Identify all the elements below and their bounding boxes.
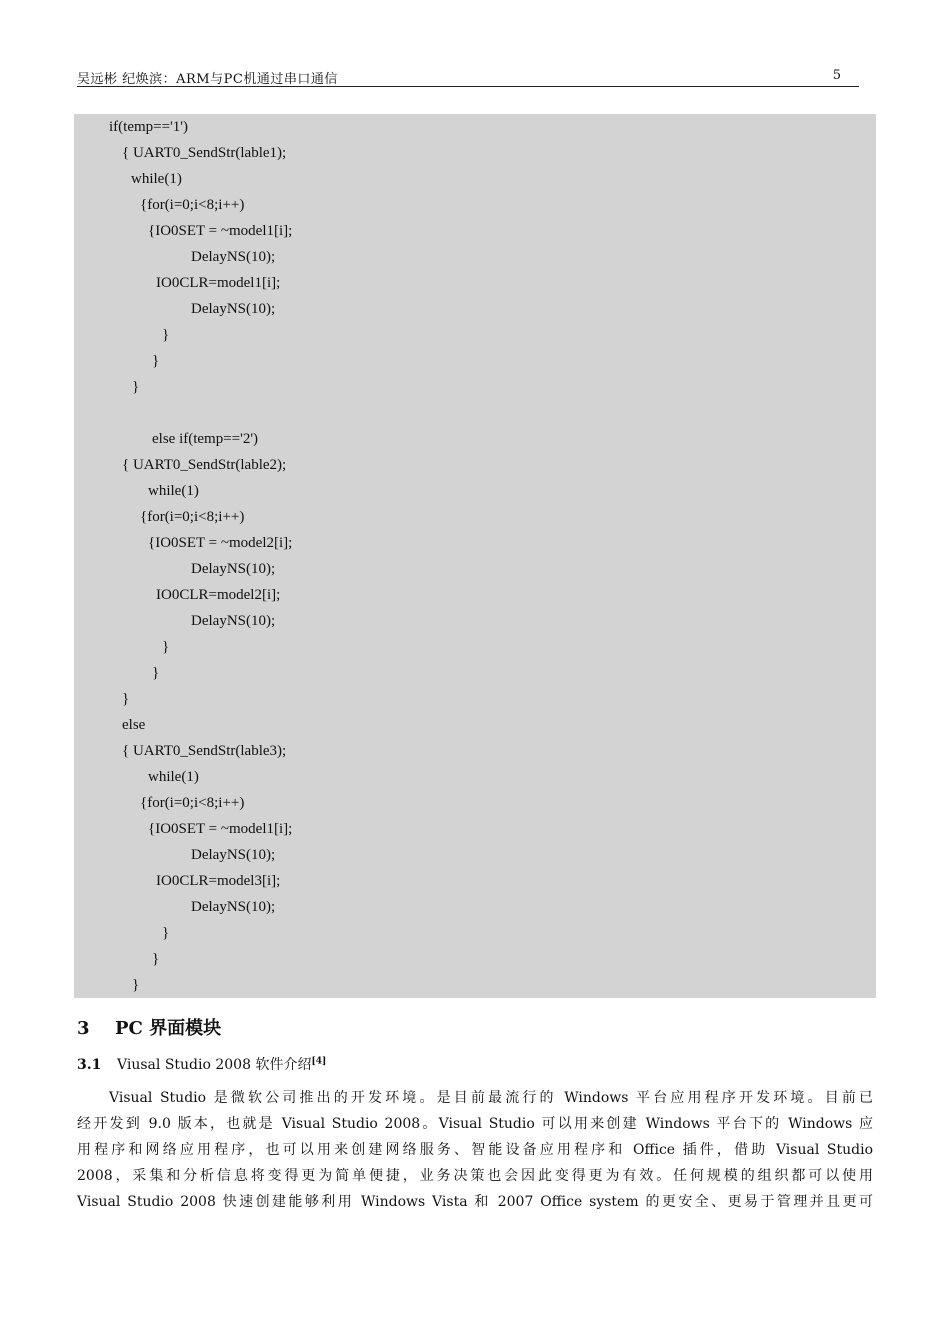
citation-ref: [4] — [311, 1056, 327, 1067]
code-line: { UART0_SendStr(lable2); — [122, 457, 287, 473]
code-line: DelayNS(10); — [191, 301, 276, 317]
code-line: else if(temp=='2') — [152, 431, 259, 447]
running-header-authors: 吴远彬 纪焕滨：ARM与PC机通过串口通信 — [77, 72, 338, 87]
subsection-title: Viusal Studio 2008 软件介绍 — [117, 1057, 312, 1073]
paragraph-line: Visual Studio 是微软公司推出的开发环境。是目前最流行的 Windows 平台应用程序开发环境。目前已 — [109, 1090, 873, 1106]
code-line: } — [152, 951, 160, 967]
code-line: } — [162, 327, 170, 343]
code-line: {IO0SET = ~model1[i]; — [148, 223, 293, 239]
code-line: else — [122, 717, 146, 733]
page-number: 5 — [832, 68, 841, 83]
code-line: } — [132, 379, 140, 395]
code-line: IO0CLR=model1[i]; — [156, 275, 281, 291]
subsection-heading — [77, 1054, 326, 1074]
code-line: {for(i=0;i<8;i++) — [140, 509, 245, 525]
code-line: DelayNS(10); — [191, 613, 276, 629]
paragraph-line: 用程序和网络应用程序，也可以用来创建网络服务、智能设备应用程序和 Office 插件，借助 Visual Studio — [77, 1142, 873, 1158]
code-line: {for(i=0;i<8;i++) — [140, 795, 245, 811]
code-line: } — [162, 925, 170, 941]
section-heading — [77, 1014, 221, 1040]
code-line: } — [162, 639, 170, 655]
code-line: if(temp=='1') — [109, 119, 188, 135]
code-line: while(1) — [148, 769, 199, 785]
code-line: while(1) — [148, 483, 199, 499]
code-line: DelayNS(10); — [191, 847, 276, 863]
section-title: PC 界面模块 — [115, 1018, 222, 1039]
subsection-number: 3.1 — [77, 1057, 102, 1073]
code-line: IO0CLR=model3[i]; — [156, 873, 281, 889]
code-line: } — [152, 353, 160, 369]
paragraph-line: Visual Studio 2008 快速创建能够利用 Windows Vista 和 2007 Office system 的更安全、更易于管理并且更可 — [77, 1194, 873, 1210]
code-line: } — [122, 691, 130, 707]
paragraph-line: 2008，采集和分析信息将变得更为简单便捷，业务决策也会因此变得更为有效。任何规模的组织都可以使用 — [77, 1168, 873, 1184]
code-line: {IO0SET = ~model2[i]; — [148, 535, 293, 551]
code-line: IO0CLR=model2[i]; — [156, 587, 281, 603]
code-line: while(1) — [131, 171, 182, 187]
code-line: { UART0_SendStr(lable3); — [122, 743, 287, 759]
code-line: } — [152, 665, 160, 681]
code-line: DelayNS(10); — [191, 899, 276, 915]
code-line: {IO0SET = ~model1[i]; — [148, 821, 293, 837]
code-line: {for(i=0;i<8;i++) — [140, 197, 245, 213]
code-line: { UART0_SendStr(lable1); — [122, 145, 287, 161]
code-line: DelayNS(10); — [191, 249, 276, 265]
code-listing — [74, 114, 876, 998]
section-number: 3 — [77, 1018, 90, 1039]
code-line: DelayNS(10); — [191, 561, 276, 577]
paragraph-line: 经开发到 9.0 版本，也就是 Visual Studio 2008。Visual Studio 可以用来创建 Windows 平台下的 Windows 应 — [77, 1116, 873, 1132]
code-line: } — [132, 977, 140, 993]
running-header — [77, 66, 859, 87]
